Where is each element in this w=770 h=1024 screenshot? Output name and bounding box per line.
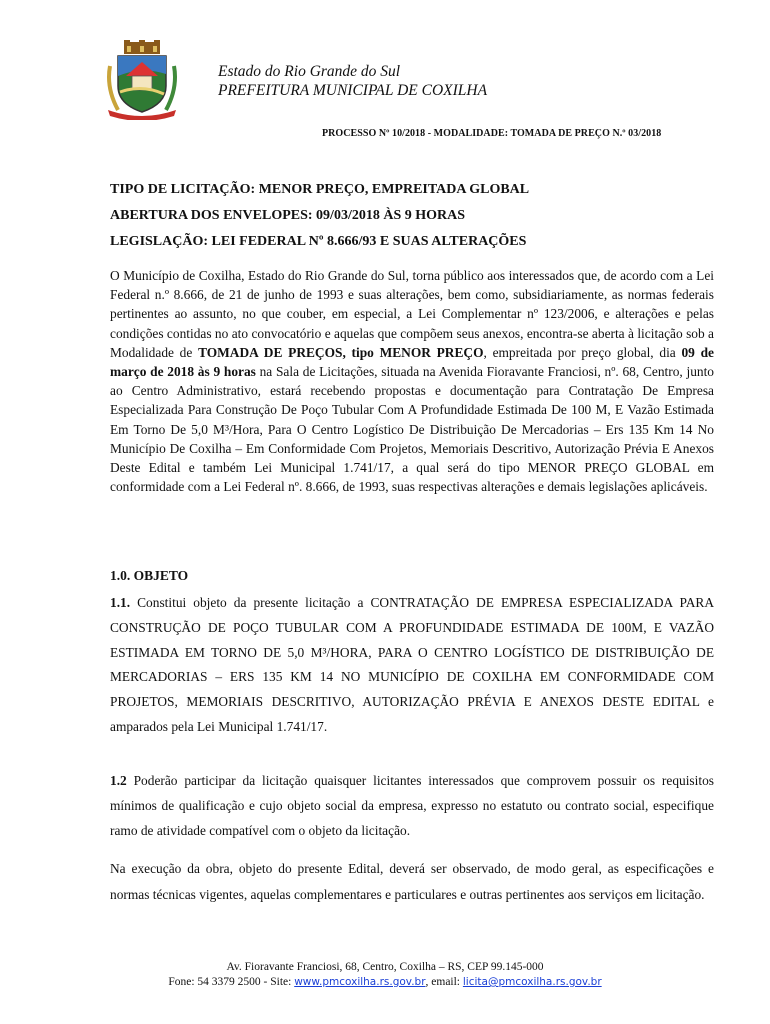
- item-1-2: [110, 769, 714, 843]
- footer-email-label: , email:: [425, 976, 463, 988]
- footer-site-link[interactable]: www.pmcoxilha.rs.gov.br: [294, 976, 426, 988]
- legislation-heading: LEGISLAÇÃO: LEI FEDERAL Nº 8.666/93 E SUAS ALTERAÇÕES: [110, 234, 527, 249]
- footer-contact: [0, 975, 770, 990]
- item-1-1: [110, 591, 714, 740]
- municipal-coat-of-arms: [104, 40, 180, 120]
- envelope-opening-heading: ABERTURA DOS ENVELOPES: 09/03/2018 ÀS 9 HORAS: [110, 208, 466, 223]
- page-footer: [0, 960, 770, 990]
- city-hall-name: PREFEITURA MUNICIPAL DE COXILHA: [218, 82, 488, 99]
- bid-type-heading: TIPO DE LICITAÇÃO: MENOR PREÇO, EMPREITADA GLOBAL: [110, 182, 530, 197]
- intro-bold-modality: TOMADA DE PREÇOS, tipo MENOR PREÇO: [198, 344, 484, 360]
- intro-bold-date: 09 de março de 2018 às 9 horas: [110, 344, 714, 380]
- footer-email-link[interactable]: licita@pmcoxilha.rs.gov.br: [462, 976, 602, 988]
- footer-phone: Fone: 54 3379 2500 - Site:: [168, 976, 295, 988]
- footer-address: Av. Fioravante Franciosi, 68, Centro, Coxilha – RS, CEP 99.145-000: [226, 961, 544, 973]
- intro-text-1: O Município de Coxilha, Estado do Rio Grande do Sul, torna público aos interessados que, de acordo com a Lei Federal n.º 8.666, de 21 de junho de 1993 e suas alterações, bem como, subsidiariamente, as normas federais pertinentes ao assunto, no que couber, em especial, a Lei Complementar nº 123/2006, e alterações e pelas condições contidas no ato convocatório e aquelas que compõem seus anexos, encontra-se aberta à licitação sob a Modalidade de: [110, 268, 714, 360]
- item-1-1-text: Constitui objeto da presente licitação a CONTRATAÇÃO DE EMPRESA ESPECIALIZADA PARA CONSTRUÇÃO DE POÇO TUBULAR COM A PROFUNDIDADE ESTIMADA DE 100M, E VAZÃO ESTIMADA EM TORNO DE 5,0 M³/HORA, PARA O CENTRO LOGÍSTICO DE DISTRIBUIÇÃO DE MERCADORIAS – ERS 135 KM 14 NO MUNICÍPIO DE COXILHA EM CONFORMIDADE COM PROJETOS, MEMORIAIS DESCRITIVO, AUTORIZAÇÃO PRÉVIA E ANEXOS DESTE EDITAL e amparados pela Lei Municipal 1.741/17.: [110, 595, 714, 734]
- bid-headings: [110, 177, 529, 255]
- item-1-2-text: Poderão participar da licitação quaisquer licitantes interessados que comprovem possuir os requisitos mínimos de qualificação e cujo objeto social da empresa, expresso no estatuto ou contrato social, especifique ramo de atividade compatível com o objeto da licitação.: [110, 773, 714, 838]
- intro-paragraph: [110, 266, 714, 496]
- intro-text-3: na Sala de Licitações, situada na Avenida Fioravante Franciosi, nº. 68, Centro, junto ao Centro Administrativo, estará recebendo propostas e documentação para Contratação De Empresa Especializada Para Construção De Poço Tubular Com A Profundidade Estimada De 100 M, E Vazão Estimada Em Torno De 5,0 M³/Hora, Para O Centro Logístico De Distribuição De Mercadorias – Ers 135 Km 14 No Município De Coxilha – Em Conformidade Com Projetos, Memoriais Descritivo, Autorização Prévia E Anexos Deste Edital e também Lei Municipal 1.741/17, a qual será do tipo MENOR PREÇO GLOBAL em conformidade com a Lei Federal nº. 8.666, de 1993, suas respectivas alterações e demais legislações aplicáveis.: [110, 364, 715, 495]
- process-number: PROCESSO Nº 10/2018 - MODALIDADE: TOMADA DE PREÇO N.º 03/2018: [322, 128, 662, 139]
- execution-paragraph: Na execução da obra, objeto do presente Edital, deverá ser observado, de modo geral, as especificações e normas técnicas vigentes, aquelas complementares e particulares e outras pertinentes aos serviços em licitação.: [110, 861, 714, 903]
- letterhead: [218, 62, 487, 100]
- intro-text-2: , empreitada por preço global, dia: [483, 344, 682, 360]
- state-name: Estado do Rio Grande do Sul: [218, 63, 401, 80]
- item-1-2-number: 1.2: [110, 773, 127, 788]
- item-1-1-number: 1.1.: [110, 595, 131, 610]
- section-title: 1.0. OBJETO: [110, 568, 189, 583]
